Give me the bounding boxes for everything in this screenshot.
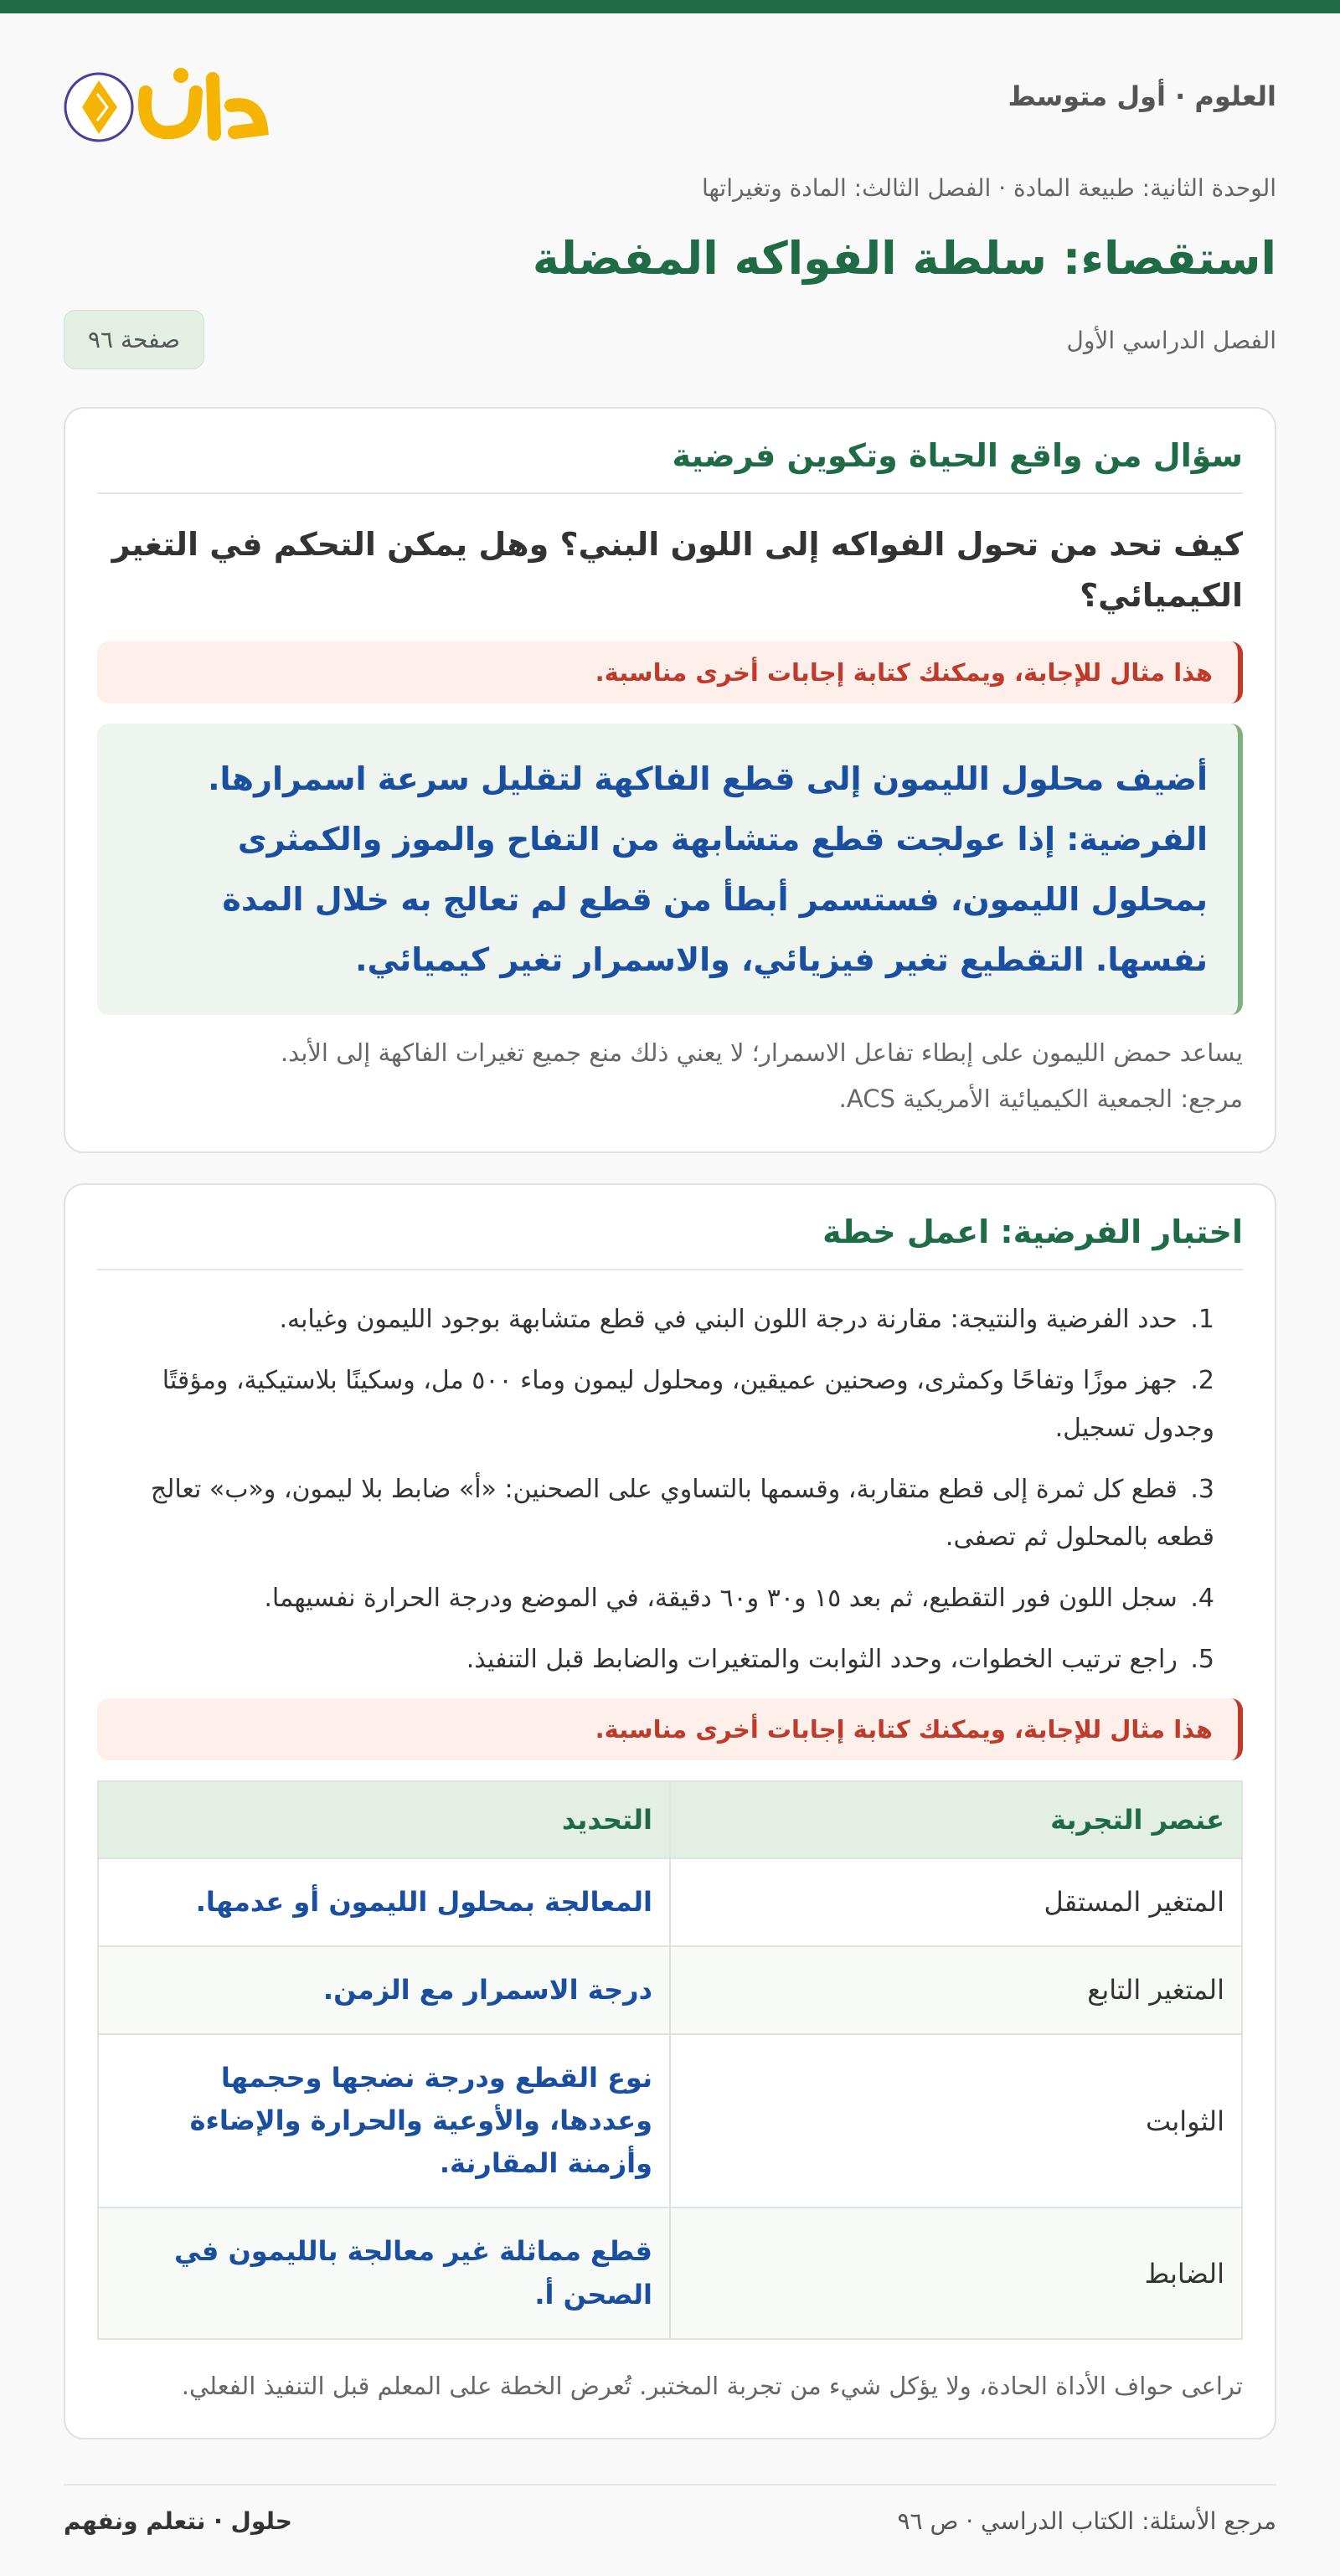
- column-header-value: التحديد: [98, 1781, 670, 1858]
- footer-reference: مرجع الأسئلة: الكتاب الدراسي · ص ٩٦: [897, 2507, 1276, 2535]
- step-text: سجل اللون فور التقطيع، ثم بعد ١٥ و٣٠ و٦٠ دقيقة، في الموضع ودرجة الحرارة نفسيهما.: [264, 1583, 1178, 1613]
- table-cell-item: المتغير المستقل: [670, 1858, 1242, 1946]
- table-row: [98, 2208, 1242, 2338]
- hypothesis-card: [64, 407, 1276, 1153]
- plan-card: [64, 1183, 1276, 2439]
- page-header: [64, 13, 1276, 164]
- experiment-table: [97, 1780, 1243, 2340]
- answer-note: هذا مثال للإجابة، ويمكنك كتابة إجابات أخرى مناسبة.: [97, 641, 1243, 703]
- page-title: استقصاء: سلطة الفواكه المفضلة: [532, 232, 1276, 285]
- table-cell-value: قطع مماثلة غير معالجة بالليمون في الصحن أ.: [98, 2208, 670, 2338]
- table-row: [98, 1946, 1242, 2034]
- answer-note: هذا مثال للإجابة، ويمكنك كتابة إجابات أخرى مناسبة.: [97, 1698, 1243, 1760]
- list-item: [97, 1296, 1214, 1343]
- answer-box: [97, 724, 1243, 1016]
- step-number: 5.: [1190, 1644, 1214, 1674]
- hulul-logo[interactable]: [64, 59, 281, 146]
- table-cell-value: المعالجة بمحلول الليمون أو عدمها.: [98, 1858, 670, 1946]
- step-number: 3.: [1190, 1474, 1214, 1504]
- step-number: 1.: [1190, 1304, 1214, 1334]
- meta-row: [64, 310, 1276, 377]
- table-cell-value: درجة الاسمرار مع الزمن.: [98, 1946, 670, 2034]
- answer-line: أضيف محلول الليمون إلى قطع الفاكهة لتقليل سرعة اسمرارها.: [208, 760, 1208, 797]
- table-cell-item: المتغير التابع: [670, 1946, 1242, 2034]
- page-number-badge: صفحة ٩٦: [64, 310, 204, 369]
- info-text: يساعد حمض الليمون على إبطاء تفاعل الاسمرار؛ لا يعني ذلك منع جميع تغيرات الفاكهة إلى الأبد.: [280, 1038, 1243, 1068]
- table-cell-item: الضابط: [670, 2208, 1242, 2338]
- table-cell-value: نوع القطع ودرجة نضجها وحجمها وعددها، والأوعية والحرارة والإضاءة وأزمنة المقارنة.: [98, 2034, 670, 2208]
- question-text: كيف تحد من تحول الفواكه إلى اللون البني؟ وهل يمكن التحكم في التغير الكيميائي؟: [111, 526, 1243, 614]
- safety-note: تراعى حواف الأداة الحادة، ولا يؤكل شيء من تجربة المختبر. تُعرض الخطة على المعلم قبل التنفيذ الفعلي.: [181, 2371, 1243, 2400]
- plan-card-title: اختبار الفرضية: اعمل خطة: [97, 1213, 1243, 1270]
- page-footer: [64, 2484, 1276, 2549]
- semester-label: الفصل الدراسي الأول: [1066, 327, 1276, 354]
- footer-brand[interactable]: حلول · نتعلم ونفهم: [64, 2507, 292, 2535]
- table-header-row: [98, 1781, 1242, 1858]
- top-accent-bar: [0, 0, 1340, 13]
- hypothesis-statement: الفرضية: إذا عولجت قطع متشابهة من التفاح والموز والكمثرى بمحلول الليمون، فستسمر أبطأ من قطع لم تعالج به خلال المدة نفسها. التقطيع تغير فيزيائي، والاسمرار تغير كيميائي.: [222, 820, 1208, 979]
- step-number: 2.: [1190, 1365, 1214, 1395]
- table-cell-item: الثوابت: [670, 2034, 1242, 2208]
- step-text: حدد الفرضية والنتيجة: مقارنة درجة اللون البني في قطع متشابهة بوجود الليمون وغيابه.: [279, 1304, 1178, 1334]
- hypothesis-card-title: سؤال من واقع الحياة وتكوين فرضية: [97, 437, 1243, 494]
- subject-label: العلوم · أول متوسط: [1008, 80, 1276, 112]
- breadcrumb: الوحدة الثانية: طبيعة المادة · الفصل الثالث: المادة وتغيراتها: [701, 174, 1276, 202]
- column-header-item: عنصر التجربة: [670, 1781, 1242, 1858]
- reference-text: مرجع: الجمعية الكيميائية الأمريكية ACS.: [838, 1084, 1243, 1114]
- step-text: جهز موزًا وتفاحًا وكمثرى، وصحنين عميقين، ومحلول ليمون وماء ٥٠٠ مل، وسكينًا بلاستيكية، ومؤقتًا وجدول تسجيل.: [162, 1365, 1214, 1443]
- steps-list: [97, 1296, 1243, 1683]
- list-item: [97, 1574, 1214, 1622]
- table-row: [98, 2034, 1242, 2208]
- list-item: [97, 1636, 1214, 1683]
- step-number: 4.: [1190, 1583, 1214, 1613]
- list-item: [97, 1357, 1214, 1452]
- table-row: [98, 1858, 1242, 1946]
- list-item: [97, 1466, 1214, 1561]
- step-text: راجع ترتيب الخطوات، وحدد الثوابت والمتغيرات والضابط قبل التنفيذ.: [466, 1644, 1178, 1674]
- step-text: قطع كل ثمرة إلى قطع متقاربة، وقسمها بالتساوي على الصحنين: «أ» ضابط بلا ليمون، و«ب» تعالج قطعه بالمحلول ثم تصفى.: [150, 1474, 1214, 1552]
